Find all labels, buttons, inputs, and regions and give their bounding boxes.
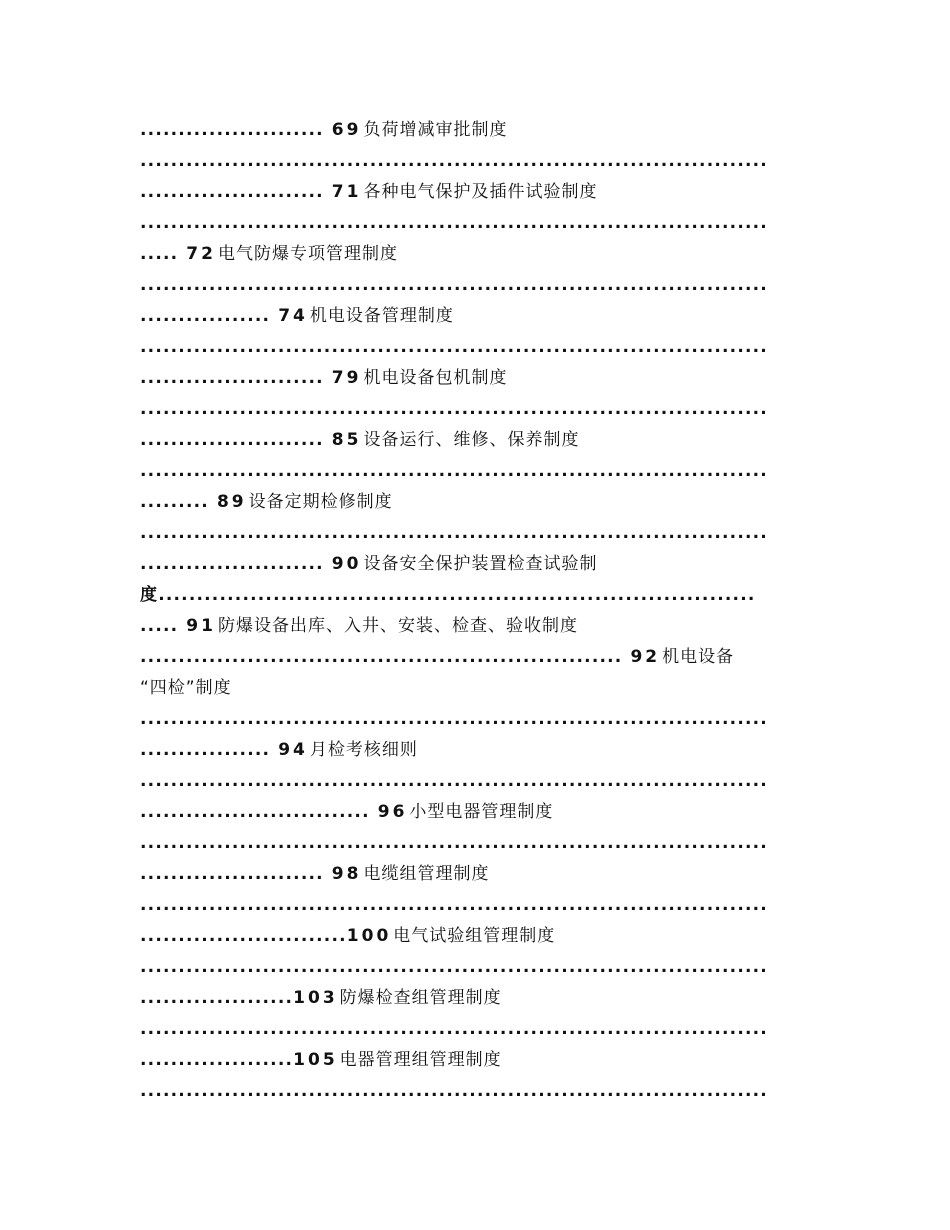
entry-title: 小型电器管理制度 (409, 802, 554, 822)
leader-dots: .................... (140, 988, 294, 1008)
entry-title: 电缆组管理制度 (363, 864, 490, 884)
toc-line[interactable] (140, 487, 810, 518)
page-number: 105 (293, 1050, 338, 1070)
toc-line (140, 704, 810, 735)
page-number: 79 (331, 368, 362, 388)
leader-dots: .................................................................................. (140, 709, 768, 729)
leader-dots: .................................................................................. (140, 461, 768, 481)
leader-dots: .................................................................................. (140, 1081, 768, 1101)
toc-line[interactable] (140, 673, 810, 704)
toc-line (140, 518, 810, 549)
entry-title: 设备安全保护装置检查试验制 (363, 554, 598, 574)
entry-title: 设备运行、维修、保养制度 (363, 430, 580, 450)
leader-dots: ........................ (140, 182, 324, 202)
leader-dots: .................... (140, 1050, 294, 1070)
toc-line (140, 208, 810, 239)
toc-line (140, 456, 810, 487)
toc-line[interactable] (140, 642, 810, 673)
entry-title: “四检”制度 (140, 678, 232, 698)
toc-line[interactable] (140, 115, 810, 146)
toc-line[interactable] (140, 983, 810, 1014)
page-number: 71 (331, 182, 362, 202)
leader-dots: ........................ (140, 368, 324, 388)
leader-dots: ..... (140, 244, 179, 264)
page-number: 91 (186, 616, 216, 636)
toc-line[interactable] (140, 363, 810, 394)
toc-line (140, 890, 810, 921)
page-number: 100 (346, 926, 392, 946)
page-number: 85 (331, 430, 362, 450)
toc-line (140, 766, 810, 797)
leader-dots: .................................................................................. (140, 275, 768, 295)
leader-dots: .................................................................................. (140, 895, 768, 915)
leader-dots: .................................................................................. (140, 399, 768, 419)
toc-line (140, 332, 810, 363)
leader-dots: .................................................................................. (140, 957, 768, 977)
leader-dots: .................................................................................. (140, 523, 768, 543)
toc-line[interactable] (140, 301, 810, 332)
leader-dots: ................. (140, 740, 271, 760)
toc-line[interactable] (140, 549, 810, 580)
entry-title: 防爆设备出库、入井、安装、检查、验收制度 (217, 616, 578, 636)
leader-dots: ........................ (140, 430, 324, 450)
entry-title: 机电设备管理制度 (309, 306, 454, 326)
entry-title: 电器管理组管理制度 (339, 1050, 502, 1070)
leader-dots: ........................ (140, 864, 324, 884)
page-number: 92 (630, 647, 661, 667)
entry-title: 防爆检查组管理制度 (339, 988, 502, 1008)
leader-dots: .................................................................................. (140, 1019, 768, 1039)
toc-line (140, 146, 810, 177)
leader-dots: .............................. (140, 802, 370, 822)
page-number: 89 (216, 492, 247, 512)
entry-title: 机电设备包机制度 (363, 368, 508, 388)
toc-line (140, 270, 810, 301)
leader-dots: ..... (140, 616, 179, 636)
leader-dots: .................................................................................. (140, 151, 768, 171)
toc-line (140, 828, 810, 859)
entry-title: 月检考核细则 (309, 740, 418, 760)
leader-dots: 度.............................................................................. (140, 585, 756, 605)
page-number: 96 (377, 802, 408, 822)
toc-line (140, 1014, 810, 1045)
table-of-contents (140, 115, 810, 1107)
toc-line[interactable] (140, 921, 810, 952)
entry-title: 电气试验组管理制度 (393, 926, 556, 946)
leader-dots: ................. (140, 306, 271, 326)
entry-title: 机电设备 (662, 647, 735, 667)
page-number: 94 (278, 740, 308, 760)
entry-title: 电气防爆专项管理制度 (217, 244, 398, 264)
toc-line[interactable] (140, 735, 810, 766)
toc-line[interactable] (140, 239, 810, 270)
page-number: 90 (331, 554, 362, 574)
leader-dots: ........................... (140, 926, 347, 946)
page-number: 69 (331, 120, 362, 140)
toc-line[interactable] (140, 425, 810, 456)
toc-line[interactable] (140, 1045, 810, 1076)
toc-line (140, 952, 810, 983)
leader-dots: .................................................................................. (140, 337, 768, 357)
leader-dots: ........................ (140, 554, 324, 574)
toc-line (140, 1076, 810, 1107)
toc-line[interactable] (140, 611, 810, 642)
toc-line[interactable] (140, 797, 810, 828)
toc-line (140, 580, 810, 611)
toc-line[interactable] (140, 859, 810, 890)
entry-title: 设备定期检修制度 (248, 492, 393, 512)
page-number: 103 (293, 988, 338, 1008)
leader-dots: ........................ (140, 120, 324, 140)
page-number: 98 (331, 864, 362, 884)
leader-dots: .................................................................................. (140, 771, 768, 791)
leader-dots: .................................................................................. (140, 213, 768, 233)
entry-title: 负荷增减审批制度 (363, 120, 508, 140)
page-number: 72 (186, 244, 216, 264)
toc-line[interactable] (140, 177, 810, 208)
page-number: 74 (278, 306, 308, 326)
leader-dots: ......... (140, 492, 209, 512)
entry-title: 各种电气保护及插件试验制度 (363, 182, 598, 202)
leader-dots: ............................................................... (140, 647, 623, 667)
leader-dots: .................................................................................. (140, 833, 768, 853)
toc-line (140, 394, 810, 425)
